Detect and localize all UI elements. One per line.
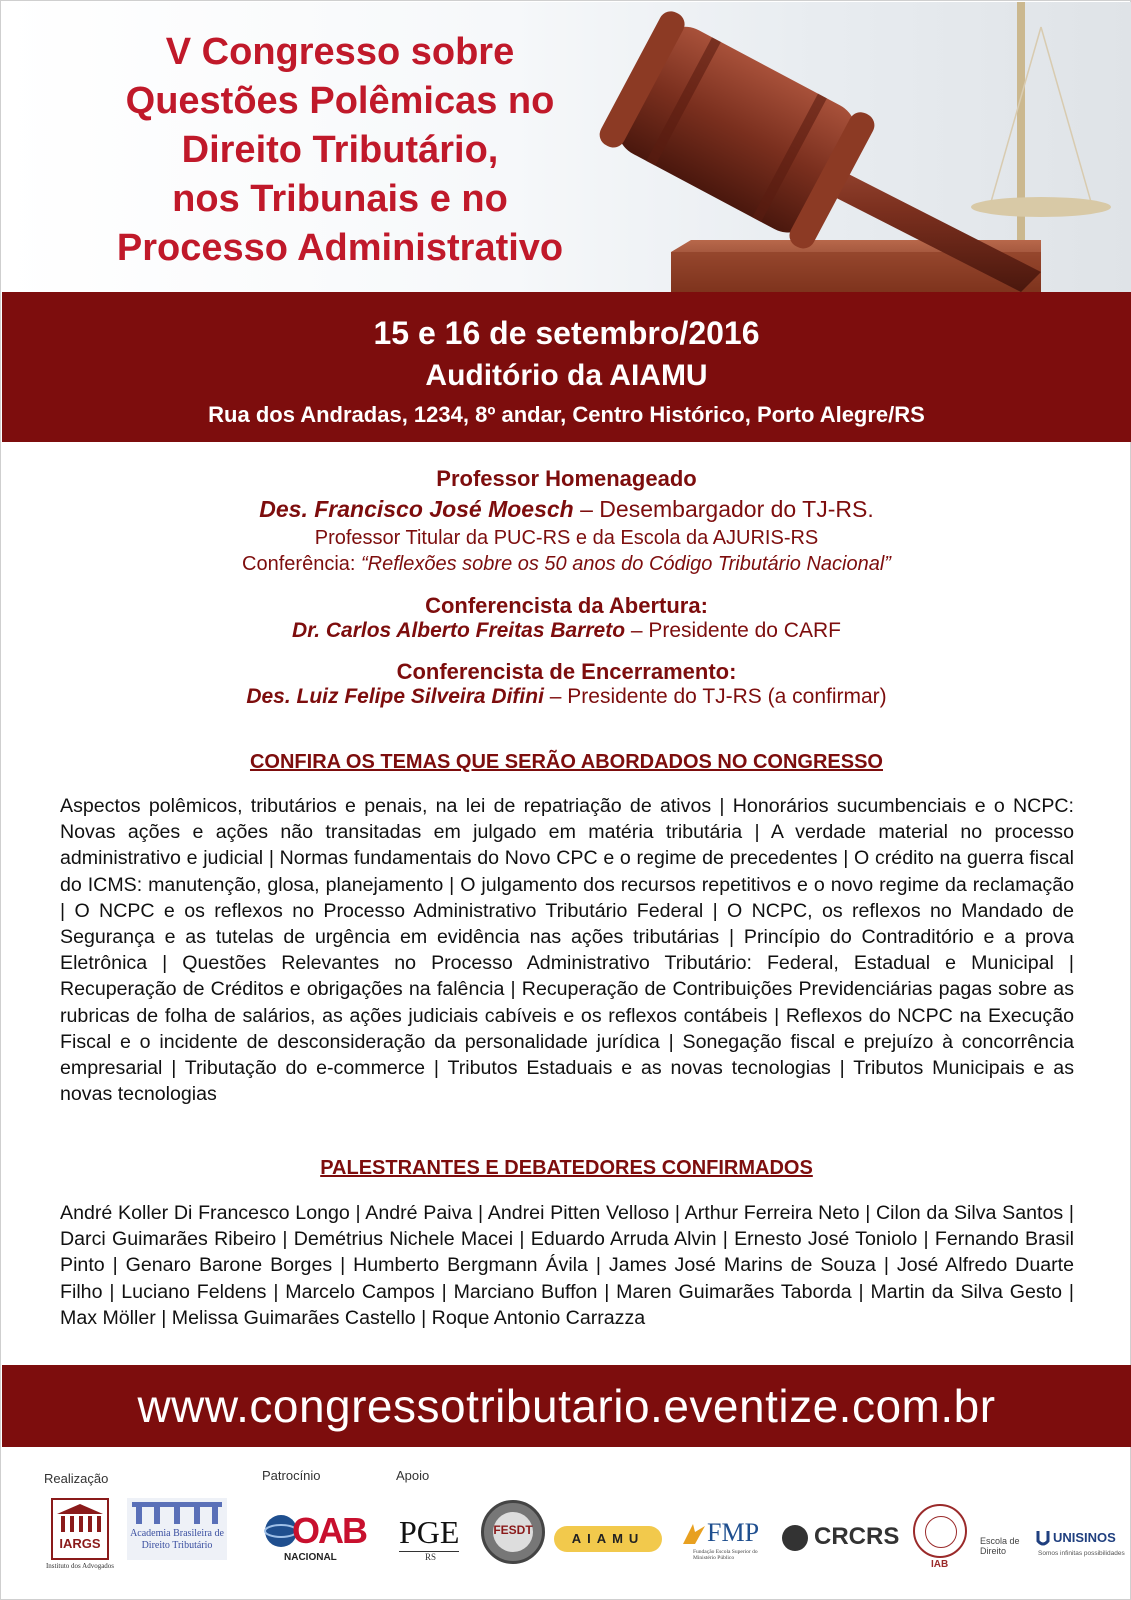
unisinos-logo [1036,1529,1126,1563]
iargs-subtitle: Instituto dos Advogados [45,1562,115,1570]
congress-title [30,28,650,273]
event-address: Rua dos Andradas, 1234, 8º andar, Centro Histórico, Porto Alegre/RS [208,402,925,427]
title-line: V Congresso sobre [165,31,515,73]
label-patrocinio: Patrocínio [262,1468,321,1483]
iab-text: IAB [931,1559,949,1570]
fesdt-logo [481,1500,545,1564]
iargs-text: IARGS [59,1536,101,1551]
title-line: nos Tribunais e no [172,178,508,220]
opening-line [1,619,1131,643]
closing-line [1,685,1131,709]
honoree-title: Professor Titular da PUC-RS e da Escola da AJURIS-RS [314,527,819,549]
unisinos-subtitle: Somos infinitas possibilidades [1038,1550,1125,1557]
closing-role: – Presidente do TJ-RS (a confirmar) [543,685,887,708]
honoree-name: Des. Francisco José Moesch [259,496,574,522]
event-venue: Auditório da AIAMU [425,359,708,392]
pge-subtitle: RS [425,1552,437,1562]
escola-direito-text: Escola de Direito [980,1536,1020,1556]
pge-logo [397,1514,473,1564]
conference-title: “Reflexões sobre os 50 anos do Código Tributário Nacional” [361,553,891,575]
iab-seal [913,1504,967,1558]
oab-text: OAB [292,1510,366,1551]
title-line: Processo Administrativo [116,227,564,269]
abdt-text: Academia Brasileira de Direito Tributário [130,1528,224,1551]
label-apoio: Apoio [396,1468,430,1483]
honoree-section [1,466,1131,492]
title-line: Direito Tributário, [181,129,499,171]
iargs-logo [51,1498,109,1560]
fesdt-text: FESDT [493,1523,533,1537]
hero-banner [2,2,1131,292]
opening-heading: Conferencista da Abertura: [425,593,708,618]
fmp-logo [681,1518,771,1562]
website-band [2,1365,1131,1447]
oab-subtitle: NACIONAL [284,1552,337,1563]
opening-role: – Presidente do CARF [625,619,841,642]
aiamu-logo [554,1526,662,1552]
gavel-image [571,2,1131,292]
unisinos-mark-icon [1036,1529,1050,1547]
fmp-text: FMP [707,1518,760,1547]
event-info-band [2,292,1131,442]
unisinos-text: UNISINOS [1053,1530,1116,1545]
aiamu-text: AIAMU [571,1531,645,1546]
speakers-heading: PALESTRANTES E DEBATEDORES CONFIRMADOS [320,1157,813,1179]
crcrs-logo [782,1523,902,1559]
honoree-heading: Professor Homenageado [436,466,697,491]
crcrs-text: CRCRS [814,1523,900,1550]
columns-icon [132,1502,222,1524]
conference-label: Conferência: [242,553,362,575]
speakers-text: André Koller Di Francesco Longo | André Paiva | Andrei Pitten Velloso | Arthur Ferreira Neto | Cilon da Silva Santos | Darci Guimarães Ribeiro | Demétrius Nichele Macei | Eduardo Arruda Alvin | Ernesto José Toniolo | Fernando Brasil Pinto | Genaro Barone Borges | Humberto Bergmann Ávila | James José Marins de Souza | José Alfredo Duarte Filho | Luciano Feldens | Marcelo Campos | Marciano Buffon | Maren Guimarães Taborda | Martin da Silva Gesto | Max Möller | Melissa Guimarães Castello | Roque Antonio Carrazza [60,1202,1074,1329]
website-link[interactable]: www.congressotributario.eventize.com.br [137,1380,996,1432]
label-realizacao: Realização [44,1471,109,1486]
honoree-conference [1,553,1131,576]
closing-heading: Conferencista de Encerramento: [396,659,737,684]
abdt-logo [127,1498,227,1560]
fmp-subtitle: Fundação Escola Superior do Ministério Público [693,1549,758,1561]
honoree-role: – Desembargador do TJ-RS. [573,496,874,522]
pge-text: PGE [399,1514,460,1550]
title-line: Questões Polêmicas no [125,80,555,122]
topics-heading: CONFIRA OS TEMAS QUE SERÃO ABORDADOS NO CONGRESSO [249,751,883,773]
honoree-line [1,496,1131,523]
building-icon [53,1502,107,1536]
flame-icon [681,1522,707,1546]
topics-text: Aspectos polêmicos, tributários e penais, na lei de repatriação de ativos | Honorários sucumbenciais e o NCPC: Novas ações e ações não transitadas em julgado em matéria tributária | A verdade material no processo administrativo e judicial | Normas fundamentais do Novo CPC e o regime de precedentes | O crédito na guerra fiscal do ICMS: manutenção, glosa, planejamento | O julgamento dos recursos repetitivos e o novo regime da reclamação | O NCPC e os reflexos no Processo Administrativo Tributário Federal | O NCPC, os reflexos no Mandado de Segurança e as tutelas de urgência em evidência nas ações tributárias | Princípio do Contraditório e a prova Eletrônica | Questões Relevantes no Processo Administrativo Tributário: Federal, Estadual e Municipal | Recuperação de Créditos e obrigações na falência | Recuperação de Contribuições Previdenciárias pagas sobre as rubricas de folha de salários, as ações judiciais cabíveis e os reflexos contábeis | Reflexos do NCPC na Execução Fiscal e o incidente de desconsideração da personalidade jurídica | Sonegação fiscal e prejuízo à concorrência empresarial | Tributação do e-commerce | Tributos Estaduais e as novas tecnologias | Tributos Municipais e as novas tecnologias [60,795,1074,1106]
event-date: 15 e 16 de setembro/2016 [373,315,760,351]
opening-name: Dr. Carlos Alberto Freitas Barreto [292,619,626,642]
closing-name: Des. Luiz Felipe Silveira Difini [246,685,544,708]
